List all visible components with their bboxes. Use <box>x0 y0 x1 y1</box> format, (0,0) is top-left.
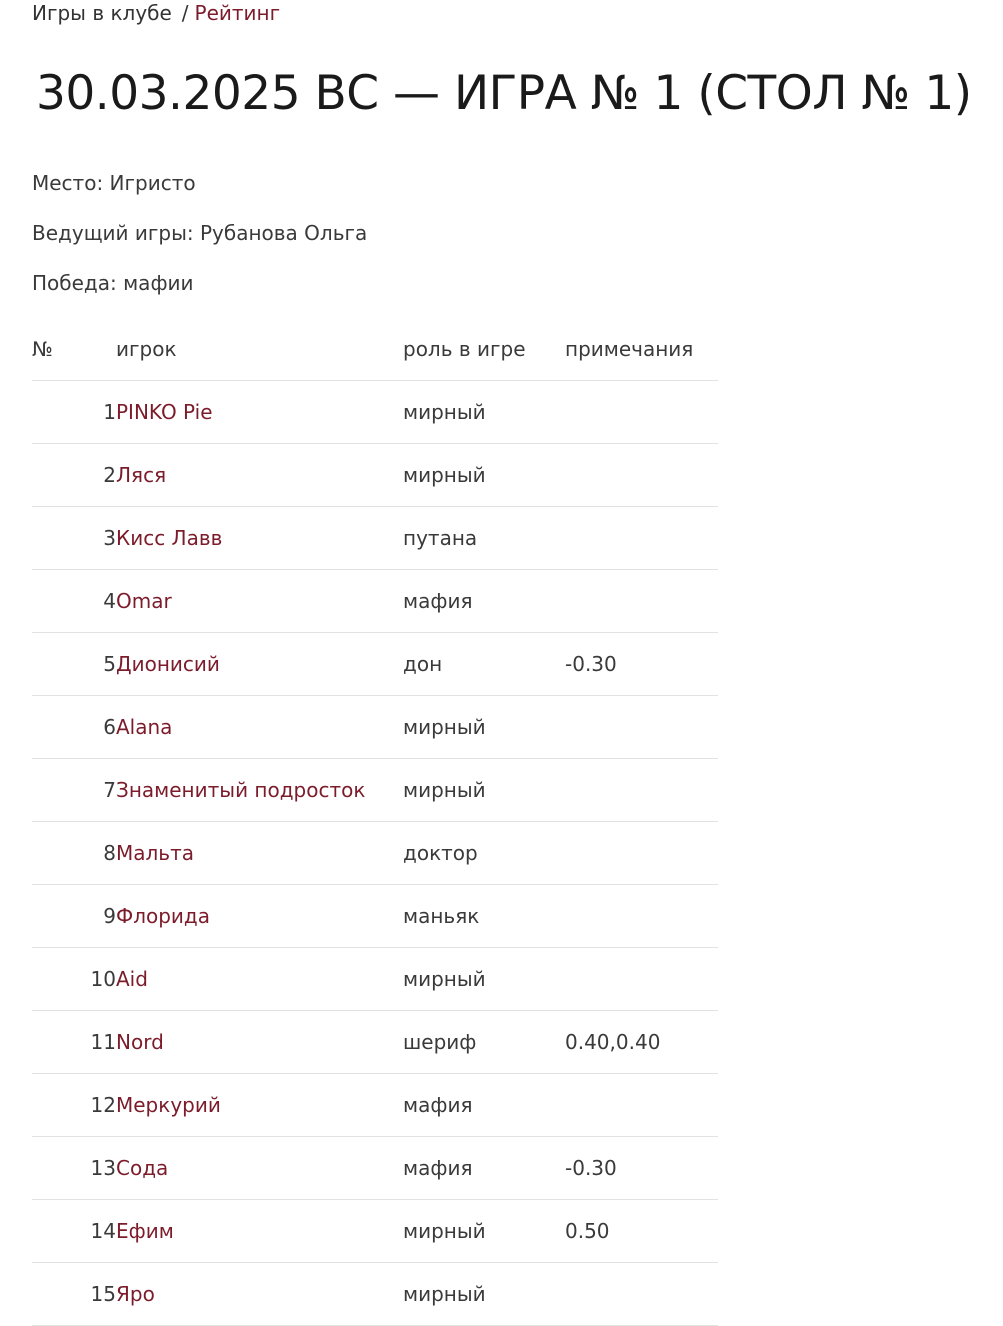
player-cell <box>116 570 403 633</box>
player-role: мафия <box>403 570 565 633</box>
player-notes: -0.30 <box>565 1137 718 1200</box>
player-link[interactable]: Кисс Лавв <box>116 526 223 550</box>
player-cell <box>116 1200 403 1263</box>
player-link[interactable]: Aid <box>116 967 148 991</box>
header-notes: примечания <box>565 318 718 381</box>
player-number: 2 <box>32 444 116 507</box>
player-number: 15 <box>32 1263 116 1326</box>
page-title: 30.03.2025 ВС — ИГРА № 1 (СТОЛ № 1) <box>36 66 972 121</box>
player-number: 7 <box>32 759 116 822</box>
player-link[interactable]: PINKO Pie <box>116 400 213 424</box>
player-role: мирный <box>403 759 565 822</box>
info-host: Ведущий игры: Рубанова Ольга <box>32 221 368 245</box>
player-role: мафия <box>403 1137 565 1200</box>
player-role: мирный <box>403 948 565 1011</box>
player-notes <box>565 885 718 948</box>
table-row <box>32 822 718 885</box>
player-cell <box>116 696 403 759</box>
player-link[interactable]: Яро <box>116 1282 155 1306</box>
player-notes <box>565 570 718 633</box>
header-role: роль в игре <box>403 318 565 381</box>
player-cell <box>116 1011 403 1074</box>
player-number: 4 <box>32 570 116 633</box>
player-link[interactable]: Alana <box>116 715 173 739</box>
player-notes <box>565 1074 718 1137</box>
player-number: 9 <box>32 885 116 948</box>
table-row <box>32 1074 718 1137</box>
table-row <box>32 444 718 507</box>
player-link[interactable]: Мальта <box>116 841 194 865</box>
player-cell <box>116 1074 403 1137</box>
player-cell <box>116 759 403 822</box>
player-notes <box>565 822 718 885</box>
player-role: мирный <box>403 696 565 759</box>
player-link[interactable]: Знаменитый подросток <box>116 778 366 802</box>
header-num: № <box>32 318 116 381</box>
player-number: 14 <box>32 1200 116 1263</box>
player-link[interactable]: Флорида <box>116 904 211 928</box>
player-cell <box>116 948 403 1011</box>
player-number: 3 <box>32 507 116 570</box>
player-cell <box>116 885 403 948</box>
table-row <box>32 1137 718 1200</box>
player-cell <box>116 381 403 444</box>
player-role: дон <box>403 633 565 696</box>
player-role: шериф <box>403 1011 565 1074</box>
player-cell <box>116 1137 403 1200</box>
player-role: мафия <box>403 1074 565 1137</box>
table-row <box>32 1011 718 1074</box>
breadcrumb-current-link[interactable]: Рейтинг <box>194 1 281 25</box>
player-number: 8 <box>32 822 116 885</box>
table-row <box>32 1200 718 1263</box>
player-link[interactable]: Меркурий <box>116 1093 221 1117</box>
player-role: мирный <box>403 1263 565 1326</box>
player-notes <box>565 696 718 759</box>
player-cell <box>116 1263 403 1326</box>
player-number: 12 <box>32 1074 116 1137</box>
player-cell <box>116 507 403 570</box>
player-number: 10 <box>32 948 116 1011</box>
table-header-row <box>32 318 718 381</box>
table-row <box>32 381 718 444</box>
player-link[interactable]: Ляся <box>116 463 167 487</box>
table-row <box>32 570 718 633</box>
player-notes <box>565 381 718 444</box>
player-cell <box>116 822 403 885</box>
info-place: Место: Игристо <box>32 171 196 195</box>
player-number: 11 <box>32 1011 116 1074</box>
player-number: 5 <box>32 633 116 696</box>
breadcrumb-parent[interactable]: Игры в клубе <box>32 1 172 25</box>
player-notes <box>565 507 718 570</box>
breadcrumb-separator: / <box>181 1 189 25</box>
player-notes <box>565 444 718 507</box>
player-notes <box>565 759 718 822</box>
info-win: Победа: мафии <box>32 271 194 295</box>
header-player: игрок <box>116 318 403 381</box>
player-notes: 0.50 <box>565 1200 718 1263</box>
player-link[interactable]: Ефим <box>116 1219 174 1243</box>
table-row <box>32 885 718 948</box>
player-notes <box>565 948 718 1011</box>
table-row <box>32 1263 718 1326</box>
player-role: мирный <box>403 444 565 507</box>
player-notes <box>565 1263 718 1326</box>
player-role: мирный <box>403 381 565 444</box>
player-link[interactable]: Nord <box>116 1030 164 1054</box>
player-notes: -0.30 <box>565 633 718 696</box>
player-number: 6 <box>32 696 116 759</box>
table-row <box>32 633 718 696</box>
players-table-body <box>32 381 718 1326</box>
table-row <box>32 759 718 822</box>
breadcrumb <box>32 0 280 26</box>
players-table <box>32 318 718 1326</box>
player-number: 1 <box>32 381 116 444</box>
player-cell <box>116 633 403 696</box>
player-link[interactable]: Сода <box>116 1156 169 1180</box>
player-link[interactable]: Omar <box>116 589 172 613</box>
player-role: путана <box>403 507 565 570</box>
table-row <box>32 696 718 759</box>
player-link[interactable]: Дионисий <box>116 652 220 676</box>
player-notes: 0.40,0.40 <box>565 1011 718 1074</box>
table-row <box>32 507 718 570</box>
player-role: маньяк <box>403 885 565 948</box>
table-row <box>32 948 718 1011</box>
player-role: доктор <box>403 822 565 885</box>
player-role: мирный <box>403 1200 565 1263</box>
player-cell <box>116 444 403 507</box>
player-number: 13 <box>32 1137 116 1200</box>
